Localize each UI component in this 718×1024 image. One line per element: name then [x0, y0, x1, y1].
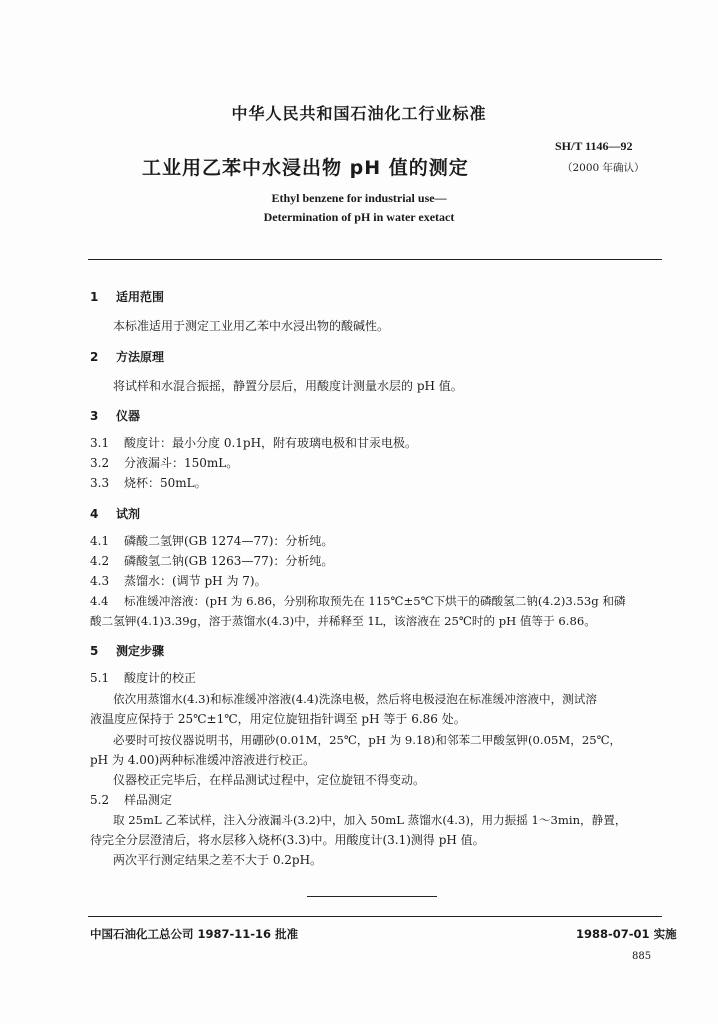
- implementation-date: 1988-07-01 实施: [576, 927, 677, 941]
- item-text: 分液漏斗：150mL。: [124, 456, 239, 470]
- section-number: 3: [90, 409, 99, 423]
- section-number: 2: [90, 350, 99, 364]
- list-item: [90, 452, 238, 474]
- list-item: [90, 550, 333, 572]
- section-3-heading: [90, 407, 140, 424]
- english-title-line-1: Ethyl benzene for industrial use—: [271, 191, 447, 205]
- section-title: 仪器: [116, 409, 141, 423]
- section-number: 1: [90, 290, 99, 304]
- subsection-number: 5.2: [90, 793, 110, 807]
- standard-number: SH/T 1146—92: [555, 139, 633, 153]
- section-4-heading: [90, 505, 140, 522]
- subsection-5-2-heading: [90, 789, 172, 811]
- item-text: 磷酸氢二钠(GB 1263—77)：分析纯。: [124, 554, 334, 568]
- item-text: 标准缓冲溶液：(pH 为 6.86，分别称取预先在 115℃±5℃下烘干的磷酸氢二钠(4.2)3.53g 和磷: [124, 594, 626, 608]
- item-number: 3.3: [90, 476, 110, 490]
- item-number: 4.3: [90, 574, 110, 588]
- list-item: [90, 472, 207, 494]
- item-text: 蒸馏水：(调节 pH 为 7)。: [124, 574, 267, 588]
- item-text: 磷酸二氢钾(GB 1274—77)：分析纯。: [124, 534, 334, 548]
- paragraph-continuation: 液温度应保持于 25℃±1℃，用定位旋钮指针调至 pH 等于 6.86 处。: [90, 712, 466, 726]
- english-title-line-2: Determination of pH in water exetact: [263, 210, 455, 224]
- section-title: 测定步骤: [116, 644, 165, 658]
- paragraph: 仪器校正完毕后，在样品测试过程中，定位旋钮不得变动。: [113, 773, 426, 787]
- list-item: [90, 530, 333, 552]
- list-item: [90, 570, 267, 592]
- section-5-heading: [90, 642, 164, 659]
- list-item-continuation: 酸二氢钾(4.1)3.39g，溶于蒸馏水(4.3)中，并稀释至 1L，该溶液在 25℃时的 pH 值等于 6.86。: [90, 614, 596, 628]
- item-text: 烧杯：50mL。: [124, 476, 207, 490]
- paragraph: 依次用蒸馏水(4.3)和标准缓冲溶液(4.4)洗涤电极，然后将电极浸泡在标准缓冲溶液中，测试溶: [113, 692, 597, 706]
- confirm-note: （2000 年确认）: [562, 162, 645, 174]
- section-number: 4: [90, 507, 99, 521]
- section-1-heading: [90, 288, 164, 305]
- item-text: 酸度计：最小分度 0.1pH，附有玻璃电极和甘汞电极。: [124, 436, 418, 450]
- subsection-5-1-heading: [90, 667, 196, 689]
- item-number: 4.1: [90, 534, 110, 548]
- item-number: 4.4: [90, 594, 109, 608]
- top-divider: [88, 259, 662, 260]
- subsection-title: 样品测定: [124, 793, 173, 807]
- list-item: [90, 432, 417, 454]
- org-title: 中华人民共和国石油化工行业标准: [231, 104, 487, 123]
- section-1-body: 本标准适用于测定工业用乙苯中水浸出物的酸碱性。: [113, 319, 390, 333]
- paragraph: 取 25mL 乙苯试样，注入分液漏斗(3.2)中，加入 50mL 蒸馏水(4.3)，用力振摇 1～3min，静置，: [113, 813, 627, 827]
- item-number: 3.2: [90, 456, 110, 470]
- end-divider: [307, 896, 437, 897]
- item-number: 3.1: [90, 436, 110, 450]
- item-number: 4.2: [90, 554, 110, 568]
- main-title: 工业用乙苯中水浸出物 pH 值的测定: [142, 157, 469, 179]
- page-number: 885: [632, 951, 652, 962]
- approval-note: 中国石油化工总公司 1987-11-16 批准: [90, 927, 299, 941]
- section-title: 适用范围: [116, 290, 165, 304]
- section-title: 方法原理: [116, 350, 165, 364]
- paragraph: 两次平行测定结果之差不大于 0.2pH。: [113, 853, 323, 867]
- section-2-body: 将试样和水混合振摇，静置分层后，用酸度计测量水层的 pH 值。: [113, 379, 463, 393]
- section-number: 5: [90, 644, 99, 658]
- section-2-heading: [90, 348, 164, 365]
- footer-divider: [88, 916, 662, 917]
- paragraph: 必要时可按仪器说明书，用硼砂(0.01M，25℃，pH 为 9.18)和邻苯二甲酸氢钾(0.05M，25℃，: [113, 733, 622, 747]
- paragraph-continuation: pH 为 4.00)两种标准缓冲溶液进行校正。: [90, 753, 316, 767]
- section-title: 试剂: [116, 507, 141, 521]
- list-item: [90, 590, 626, 612]
- subsection-title: 酸度计的校正: [124, 671, 197, 685]
- subsection-number: 5.1: [90, 671, 110, 685]
- paragraph-continuation: 待完全分层澄清后，将水层移入烧杯(3.3)中。用酸度计(3.1)测得 pH 值。: [90, 833, 485, 847]
